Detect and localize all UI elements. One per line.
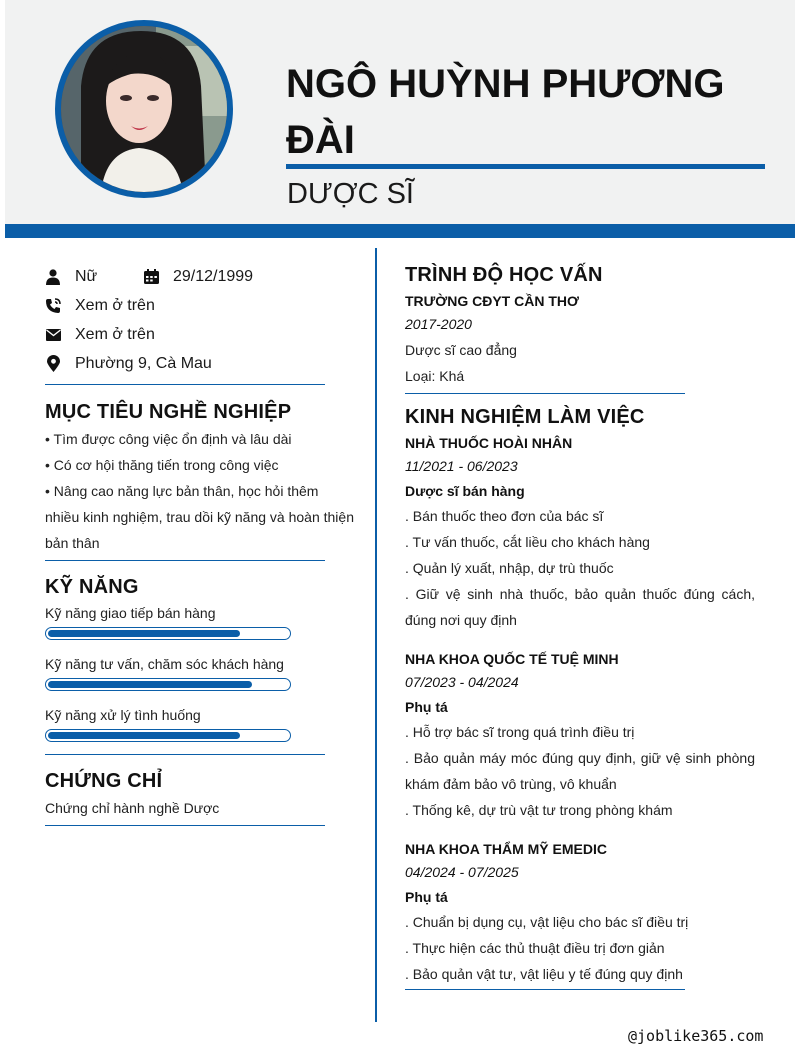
- email-value: Xem ở trên: [75, 325, 155, 343]
- job-task: . Bảo quản máy móc đúng quy định, giữ vệ sinh phòng khám đảm bảo vô trùng, vô khuẩn: [405, 750, 755, 792]
- job-task: . Thống kê, dự trù vật tư trong phòng khám: [405, 802, 673, 818]
- job-period: 04/2024 - 07/2025: [405, 864, 519, 880]
- skill-item: [45, 705, 355, 742]
- name-underline: [286, 164, 765, 169]
- email-row: [45, 320, 355, 349]
- user-icon: [45, 269, 61, 285]
- education-degree: Dược sĩ cao đẳng: [405, 342, 517, 358]
- avatar: [55, 20, 233, 198]
- skill-bar: [45, 678, 291, 691]
- objective-item: • Tìm được công việc ổn định và lâu dài: [45, 431, 292, 447]
- job-period: 07/2023 - 04/2024: [405, 674, 519, 690]
- job-task: . Hỗ trợ bác sĩ trong quá trình điều trị: [405, 724, 635, 740]
- job-entry: [405, 839, 755, 987]
- job-task: . Tư vấn thuốc, cắt liều cho khách hàng: [405, 534, 650, 550]
- envelope-icon: [45, 327, 61, 343]
- certificate-item: Chứng chỉ hành nghề Dược: [45, 800, 220, 816]
- job-task: . Bán thuốc theo đơn của bác sĩ: [405, 508, 604, 524]
- experience-title: KINH NGHIỆM LÀM VIỆC: [405, 406, 645, 428]
- job-task: . Chuẩn bị dụng cụ, vật liệu cho bác sĩ điều trị: [405, 914, 689, 930]
- job-task: . Giữ vệ sinh nhà thuốc, bảo quản thuốc đúng cách, đúng nơi quy định: [405, 586, 755, 628]
- gender-birthday-row: [45, 262, 355, 291]
- section-divider: [405, 989, 685, 990]
- job-entry: [405, 433, 755, 633]
- skill-bar: [45, 627, 291, 640]
- skill-item: [45, 603, 355, 640]
- candidate-name: [286, 56, 766, 168]
- job-task: . Thực hiện các thủ thuật điều trị đơn giản: [405, 940, 665, 956]
- phone-value: Xem ở trên: [75, 296, 155, 314]
- objective-list: [45, 426, 355, 556]
- school-name: TRƯỜNG CĐYT CẦN THƠ: [405, 293, 579, 309]
- name-line-2: ĐÀI: [286, 118, 355, 162]
- section-divider: [45, 825, 325, 826]
- skill-bar-fill: [48, 732, 240, 739]
- gender-value: Nữ: [75, 267, 98, 285]
- right-column: [405, 264, 755, 990]
- company-name: NHA KHOA QUỐC TẾ TUỆ MINH: [405, 651, 619, 667]
- section-divider: [45, 754, 325, 755]
- section-divider: [45, 560, 325, 561]
- certificates-title: CHỨNG CHỈ: [45, 770, 163, 792]
- skill-label: Kỹ năng tư vấn, chăm sóc khách hàng: [45, 656, 284, 672]
- job-entry: [405, 649, 755, 823]
- objective-title: MỤC TIÊU NGHỀ NGHIỆP: [45, 401, 292, 423]
- phone-icon: [45, 298, 61, 314]
- company-name: NHA KHOA THẨM MỸ EMEDIC: [405, 841, 607, 857]
- address-row: [45, 349, 355, 378]
- site-watermark: @joblike365.com: [628, 1027, 764, 1045]
- job-task: . Quản lý xuất, nhập, dự trù thuốc: [405, 560, 614, 576]
- skills-title: KỸ NĂNG: [45, 576, 139, 598]
- left-column: [45, 262, 355, 826]
- objective-item: • Nâng cao năng lực bản thân, học hỏi thêm nhiều kinh nghiệm, trau dồi kỹ năng và hoàn thiện bản thân: [45, 483, 354, 551]
- birthday-value: 29/12/1999: [173, 267, 254, 285]
- column-divider: [375, 248, 377, 1022]
- map-pin-icon: [45, 356, 61, 372]
- skills-list: [45, 603, 355, 742]
- education-entry: [405, 291, 755, 389]
- education-title: TRÌNH ĐỘ HỌC VẤN: [405, 264, 603, 286]
- skill-label: Kỹ năng giao tiếp bán hàng: [45, 605, 216, 621]
- section-divider: [405, 393, 685, 394]
- skill-bar: [45, 729, 291, 742]
- section-divider: [45, 384, 325, 385]
- job-period: 11/2021 - 06/2023: [405, 458, 518, 474]
- skill-bar-fill: [48, 681, 252, 688]
- calendar-icon: [143, 269, 159, 285]
- skill-item: [45, 654, 355, 691]
- skill-label: Kỹ năng xử lý tình huống: [45, 707, 201, 723]
- job-title: DƯỢC SĨ: [287, 178, 414, 210]
- name-line-1: NGÔ HUỲNH PHƯƠNG: [286, 62, 725, 106]
- education-grade: Loại: Khá: [405, 368, 465, 384]
- job-position: Phụ tá: [405, 699, 448, 715]
- phone-row: [45, 291, 355, 320]
- company-name: NHÀ THUỐC HOÀI NHÂN: [405, 435, 573, 451]
- header-accent-bar: [5, 224, 795, 238]
- address-value: Phường 9, Cà Mau: [75, 354, 212, 372]
- job-position: Phụ tá: [405, 889, 448, 905]
- skill-bar-fill: [48, 630, 240, 637]
- job-task: . Bảo quản vật tư, vật liệu y tế đúng quy định: [405, 966, 683, 982]
- job-position: Dược sĩ bán hàng: [405, 483, 525, 499]
- objective-item: • Có cơ hội thăng tiến trong công việc: [45, 457, 279, 473]
- education-period: 2017-2020: [405, 316, 472, 332]
